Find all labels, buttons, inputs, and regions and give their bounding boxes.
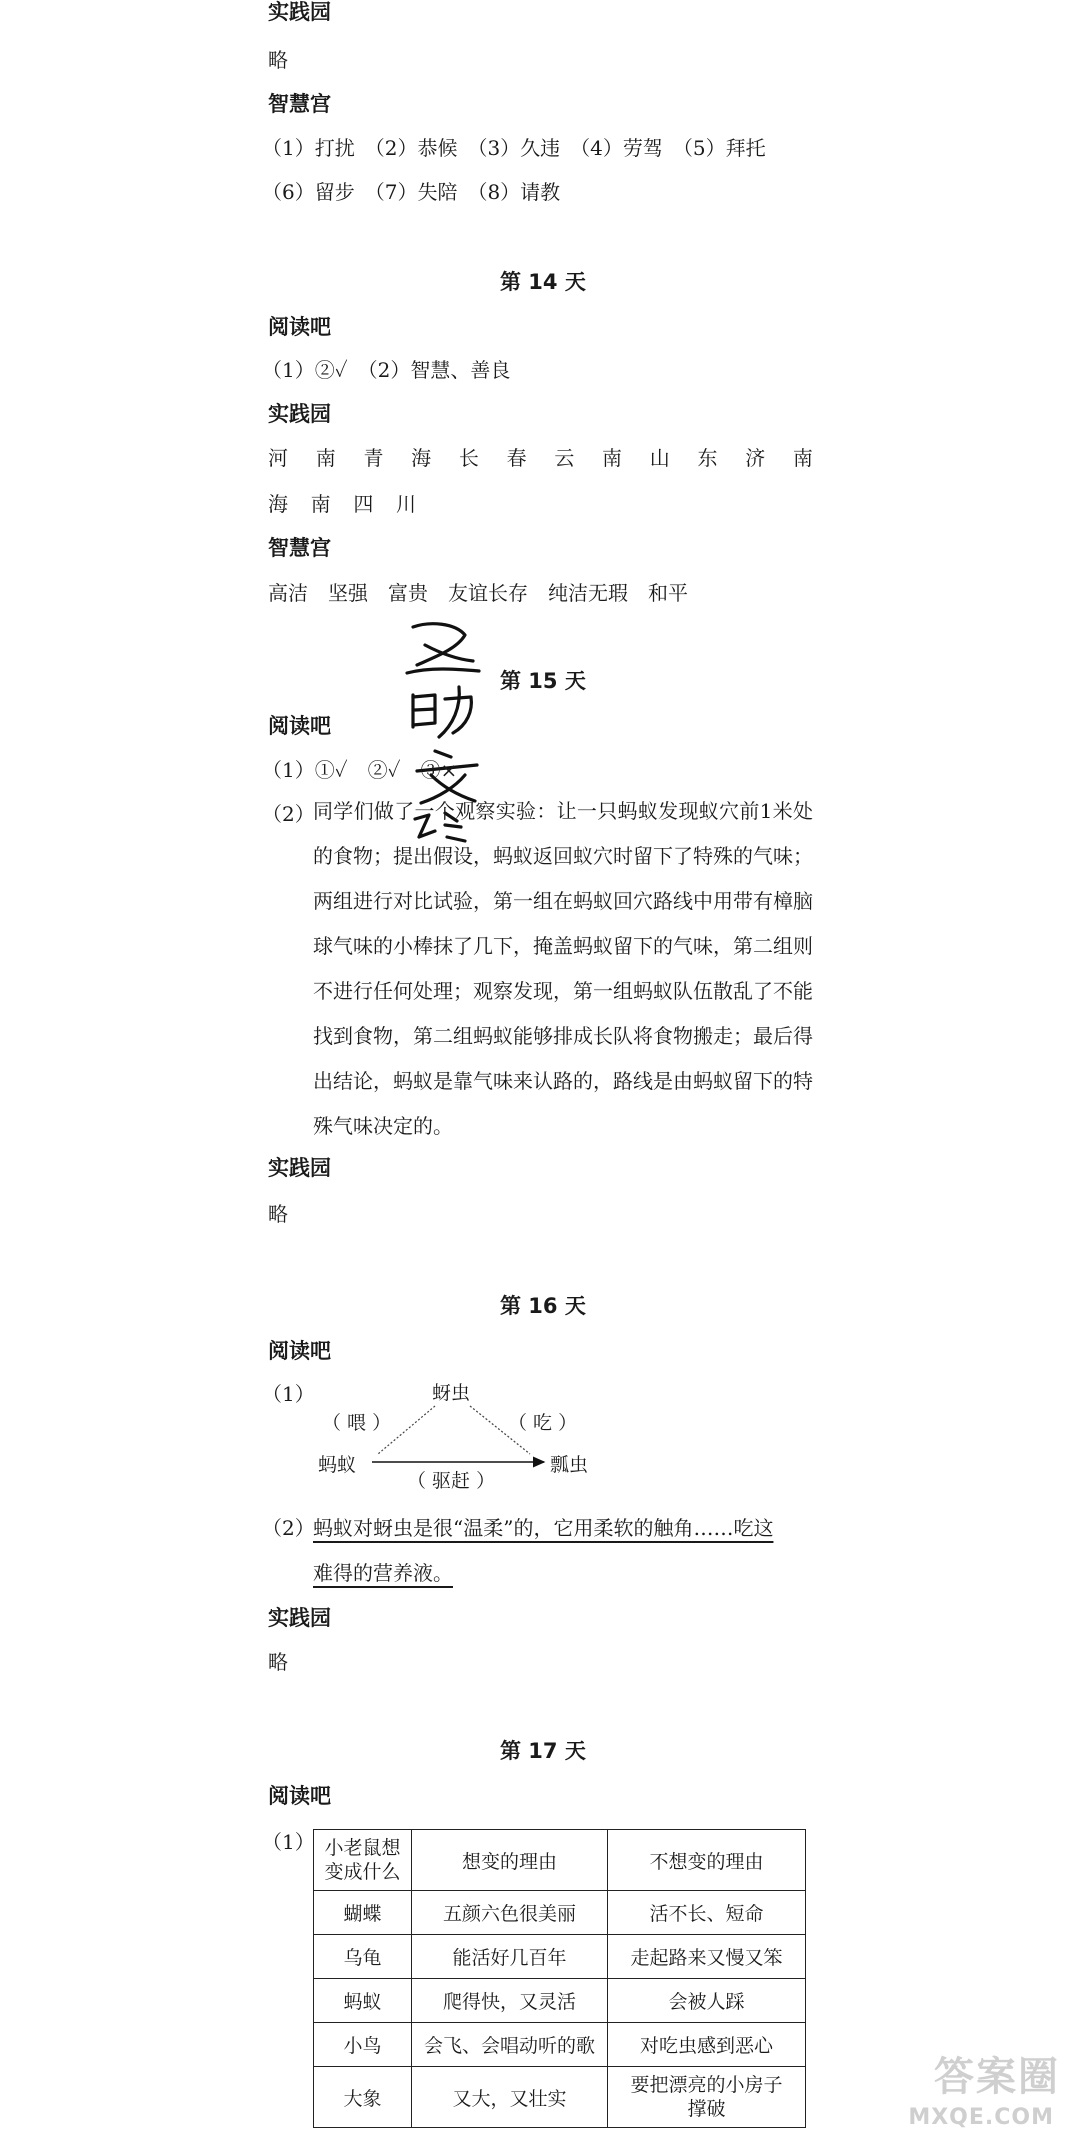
char: 海 (411, 446, 432, 470)
answer-paragraph: 同学们做了一个观察实验：让一只蚂蚁发现蚁穴前1米处的食物；提出假设，蚂蚁返回蚁穴时留下了特殊的气味；两组进行对比试验，第一组在蚂蚁回穴路线中用带有樟脑球气味的小棒抹了几下，掩盖蚂蚁留下的气味，第二组则不进行任何处理；观察发现，第一组蚂蚁队伍散乱了不能找到食物，第二组蚂蚁能够排成长队将食物搬走；最后得出结论，蚂蚁是靠气味来认路的，路线是由蚂蚁留下的特殊气味决定的。 (313, 799, 813, 1138)
char: 东 (697, 446, 718, 470)
answer-number: （2） (262, 1516, 315, 1540)
place-names-row (268, 442, 813, 471)
table-cell: 对吃虫感到恶心 (608, 2023, 806, 2067)
char: 海 (268, 492, 288, 516)
table-row (314, 2023, 806, 2067)
answer-omitted: 略 (268, 1650, 288, 1674)
day-title: 第 17 天 (500, 1739, 586, 1763)
day-title: 第 14 天 (500, 270, 586, 294)
section-heading-reading: 阅读吧 (268, 315, 331, 339)
char: 春 (506, 446, 527, 470)
char: 山 (649, 446, 670, 470)
table-row (314, 1935, 806, 1979)
char: 四 (353, 492, 374, 516)
table-header-cell: 小老鼠想 变成什么 (314, 1830, 412, 1891)
answer-table (313, 1829, 806, 2128)
table-cell: 会被人踩 (608, 1979, 806, 2023)
day-title: 第 15 天 (500, 669, 586, 693)
table-cell: 蚂蚁 (314, 1979, 412, 2023)
char: 河 (268, 446, 288, 470)
answer-number: （2） (262, 802, 315, 826)
char: 长 (458, 446, 479, 470)
answer-line: （6）留步 （7）失陪 （8）请教 (262, 180, 561, 204)
table-row (314, 1979, 806, 2023)
question-number: （1） (262, 1830, 315, 1854)
answer-omitted: 略 (268, 1202, 288, 1226)
section-heading-wisdom: 智慧宫 (268, 92, 331, 116)
table-cell: 大象 (314, 2067, 412, 2128)
table-cell: 活不长、短命 (608, 1891, 806, 1935)
table-cell: 蝴蝶 (314, 1891, 412, 1935)
node-aphid: 蚜虫 (432, 1382, 471, 1404)
edge-label-feed: （ 喂 ） (322, 1412, 392, 1434)
char: 南 (310, 492, 331, 516)
table-cell: 五颜六色很美丽 (412, 1891, 608, 1935)
section-heading-wisdom: 智慧宫 (268, 536, 331, 560)
table-cell: 乌龟 (314, 1935, 412, 1979)
char: 青 (363, 446, 384, 470)
section-heading-practice: 实践园 (268, 402, 331, 426)
table-cell: 又大，又壮实 (412, 2067, 608, 2128)
section-heading-reading: 阅读吧 (268, 714, 331, 738)
answer-line: （1）打扰 （2）恭候 （3）久违 （4）劳驾 （5）拜托 (262, 136, 766, 160)
char: 南 (315, 446, 336, 470)
answer-line: （1）①✓ ②✓ ③× (262, 758, 458, 782)
node-ladybug: 瓢虫 (550, 1454, 589, 1476)
table-header-cell: 不想变的理由 (608, 1830, 806, 1891)
table-cell: 爬得快，又灵活 (412, 1979, 608, 2023)
table-row (314, 2067, 806, 2128)
table-header-row (314, 1830, 806, 1891)
answer-omitted: 略 (268, 48, 288, 72)
table-row (314, 1891, 806, 1935)
char: 川 (395, 492, 416, 516)
table-cell: 会飞、会唱动听的歌 (412, 2023, 608, 2067)
watermark-logo: 答案圈 (934, 2054, 1060, 2100)
char: 济 (745, 446, 766, 470)
section-heading-practice: 实践园 (268, 0, 331, 24)
section-heading-practice: 实践园 (268, 1156, 331, 1180)
section-heading-practice: 实践园 (268, 1606, 331, 1630)
table-cell: 小鸟 (314, 2023, 412, 2067)
char: 南 (602, 446, 623, 470)
table-cell: 能活好几百年 (412, 1935, 608, 1979)
char: 南 (792, 446, 813, 470)
day-title: 第 16 天 (500, 1294, 586, 1318)
edge-label-eat: （ 吃 ） (508, 1412, 578, 1434)
section-heading-reading: 阅读吧 (268, 1784, 331, 1808)
answer-line: 蚂蚁对蚜虫是很“温柔”的，它用柔软的触角……吃这 (313, 1516, 774, 1540)
answer-line: （1）②✓ （2）智慧、善良 (262, 358, 511, 382)
answer-line: 难得的营养液。 (313, 1561, 453, 1585)
table-cell: 走起路来又慢又笨 (608, 1935, 806, 1979)
place-names-row (268, 488, 416, 517)
answer-line: 高洁 坚强 富贵 友谊长存 纯洁无瑕 和平 (268, 581, 688, 605)
table-cell: 要把漂亮的小房子 撑破 (608, 2067, 806, 2128)
char: 云 (554, 446, 575, 470)
section-heading-reading: 阅读吧 (268, 1339, 331, 1363)
watermark-url: MXQE.COM (908, 2105, 1054, 2130)
edge-label-drive-away: （ 驱赶 ） (407, 1470, 496, 1492)
table-header-cell: 想变的理由 (412, 1830, 608, 1891)
question-number: （1） (262, 1382, 315, 1406)
node-ant: 蚂蚁 (318, 1454, 357, 1476)
